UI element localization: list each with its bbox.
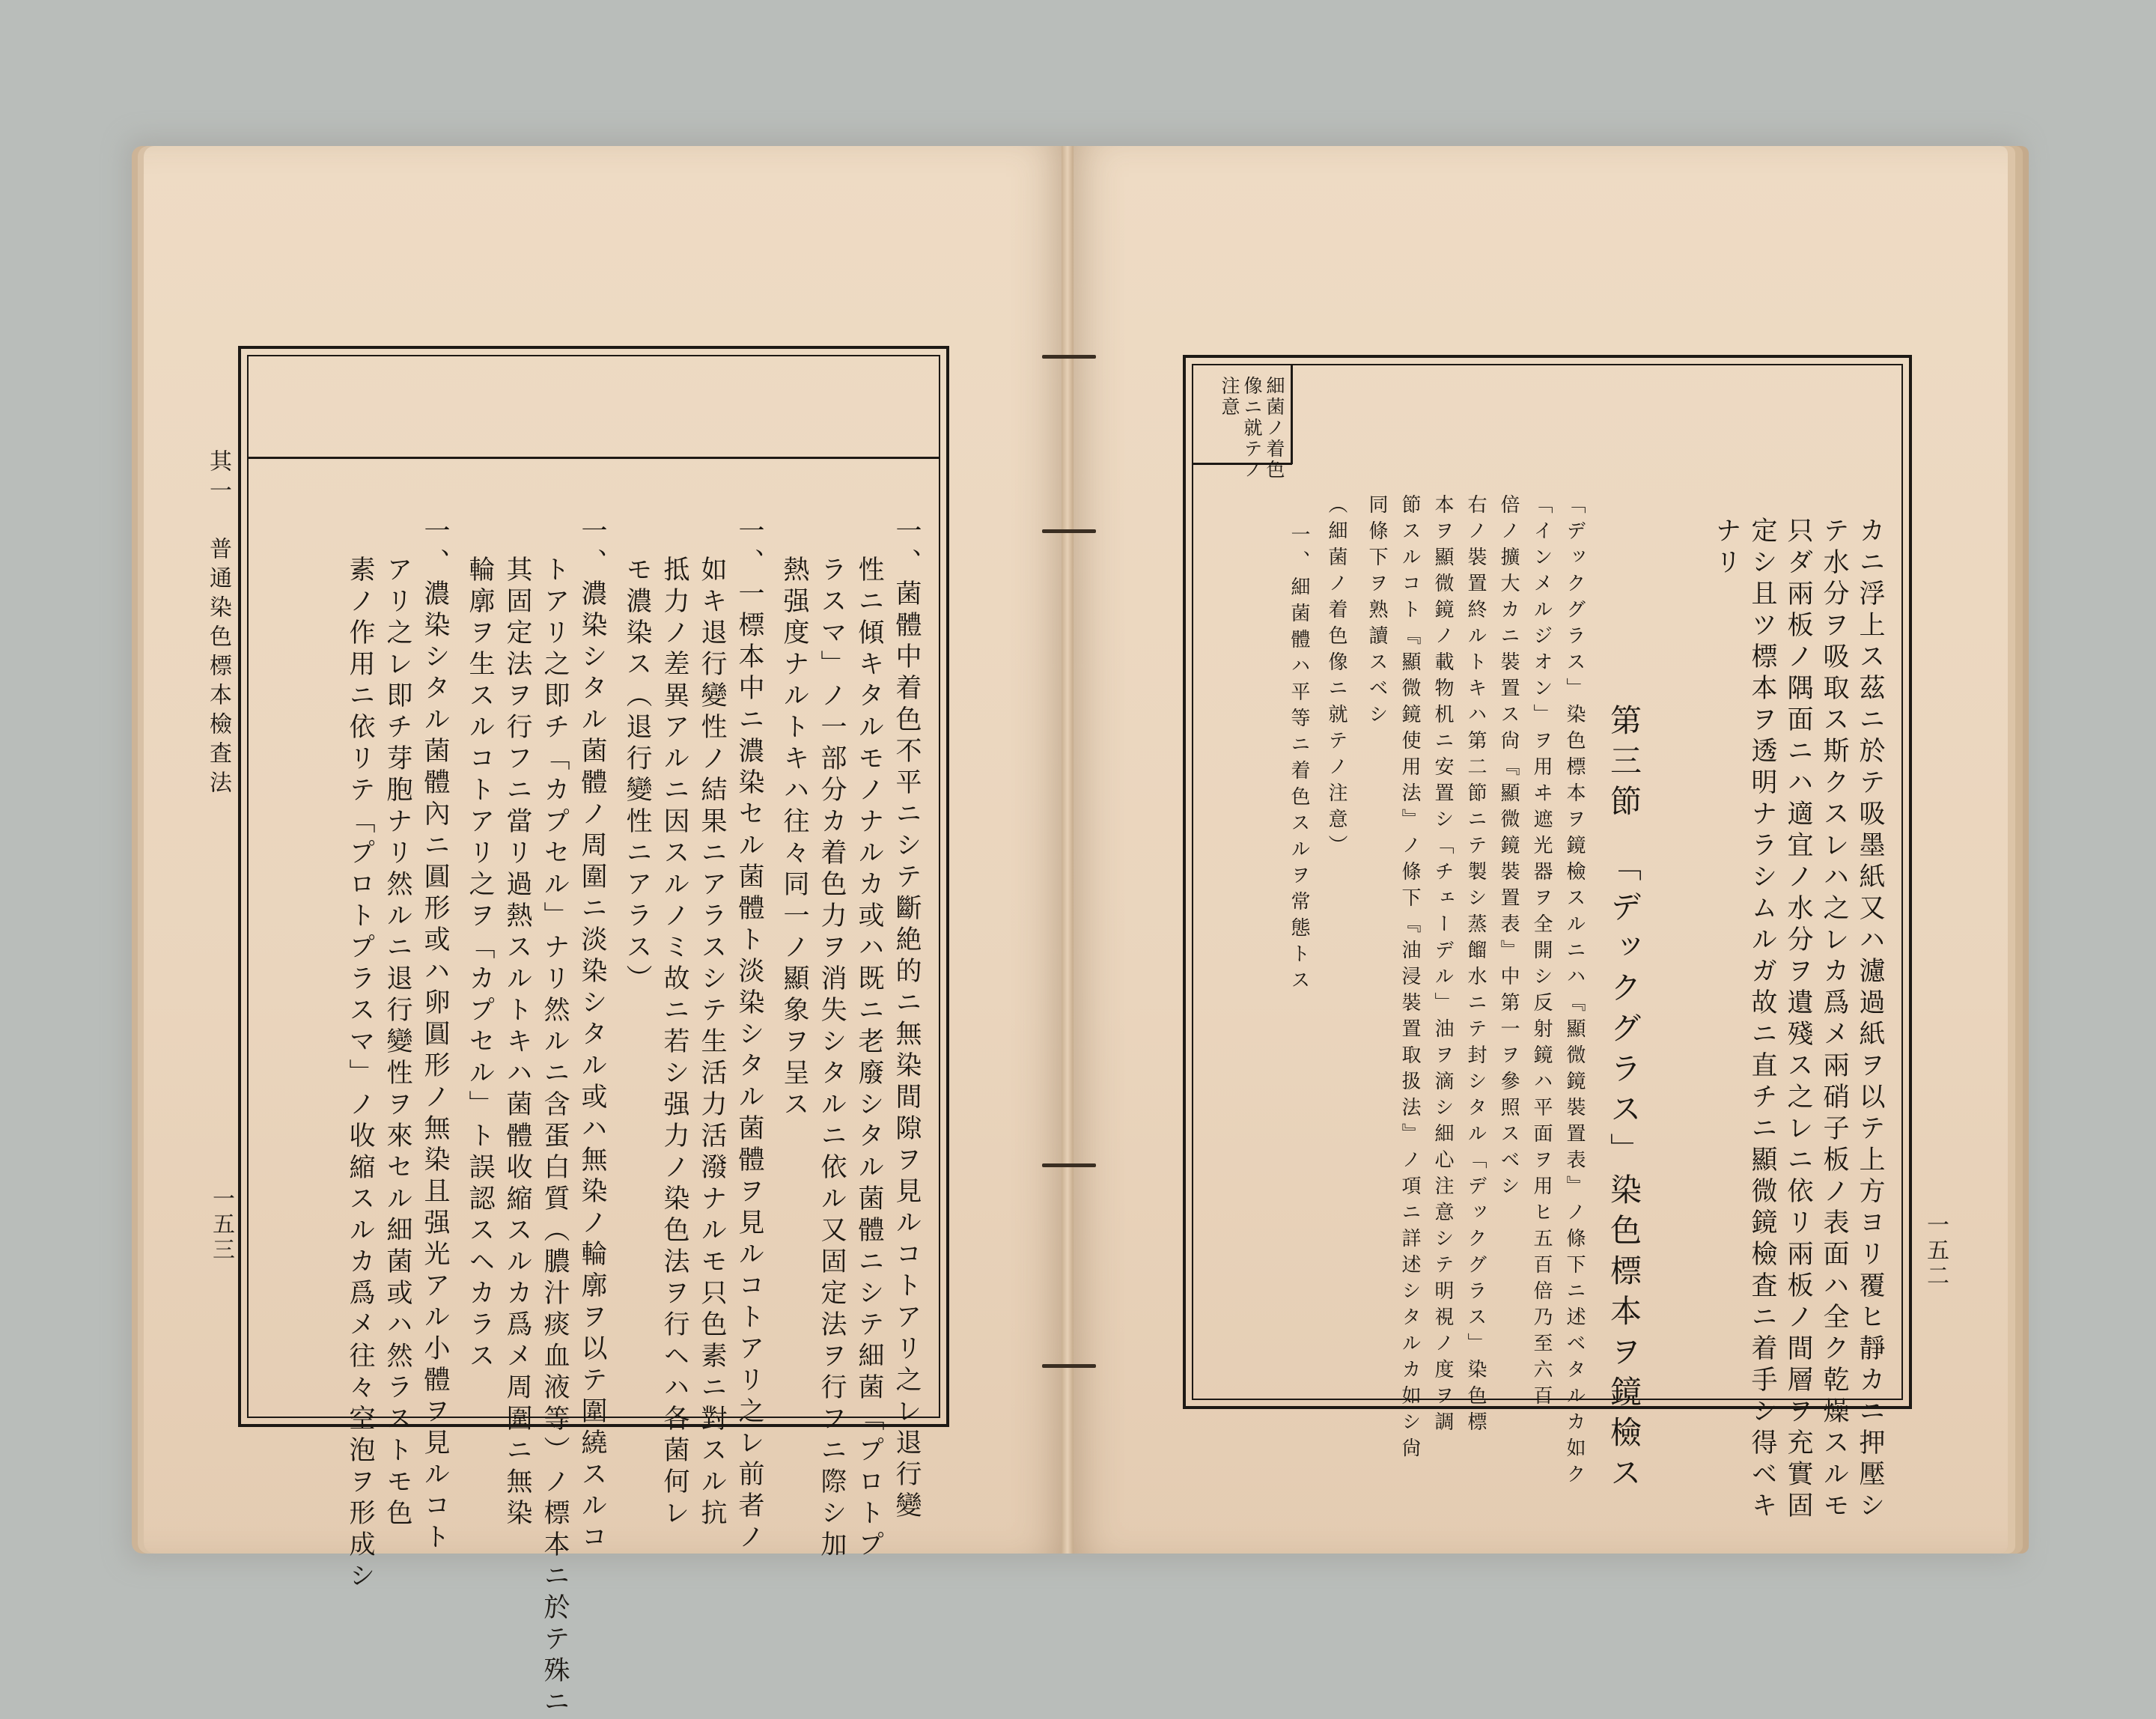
- binding-stitch: [1042, 1364, 1096, 1368]
- text-column: トアリ之即チ「カプセル」ナリ然ルニ含蛋白質（膿汁痰血液等）ノ標本ニ於テ殊ニ: [540, 556, 570, 1719]
- page-number-right: 一五二: [1922, 1213, 1949, 1289]
- text-column: 只ダ兩板ノ隅面ニハ適宜ノ水分ヲ遺殘ス之レニ依リ兩板ノ間層ヲ充實固: [1783, 517, 1813, 1523]
- text-column: 本ヲ顯微鏡ノ載物机ニ安置シ「チェーデル」油ヲ滴シ細心注意シテ明視ノ度ヲ調: [1431, 494, 1454, 1437]
- text-column: ラスマ」ノ一部分カ着色力ヲ消失シタルニ依ル又固定法ヲ行フニ際シ加: [817, 556, 847, 1562]
- side-note-line: 像ニ就テノ: [1241, 376, 1263, 481]
- text-column: カニ浮上ス茲ニ於テ吸墨紙又ハ濾過紙ヲ以テ上方ヨリ覆ヒ靜カニ押壓シ: [1855, 517, 1885, 1523]
- side-note-line: 注意: [1219, 376, 1240, 418]
- text-column: テ水分ヲ吸取ス斯クスレハ之レカ爲メ兩硝子板ノ表面ハ全ク乾燥スルモ: [1819, 517, 1849, 1523]
- text-column: 同條下ヲ熟讀スベシ: [1365, 494, 1388, 730]
- text-column: 定シ且ツ標本ヲ透明ナラシムルガ故ニ直チニ顯微鏡檢査ニ着手シ得ベキ: [1747, 517, 1777, 1523]
- binding-stitch: [1042, 1163, 1096, 1167]
- text-column: 其固定法ヲ行フニ當リ過熱スルトキハ菌體收縮スルカ爲メ周圍ニ無染: [502, 556, 532, 1530]
- subsection-heading: （細菌ノ着色像ニ就テノ注意）: [1325, 494, 1348, 861]
- side-note-line: 細菌ノ着色: [1264, 376, 1285, 481]
- page-number-left: 一五三: [208, 1187, 234, 1263]
- text-column: 一、濃染シタル菌體ノ周圍ニ淡染シタル或ハ無染ノ輪廓ヲ以テ圍繞スルコ: [577, 517, 607, 1554]
- text-column: 性ニ傾キタルモノナルカ或ハ既ニ老廢シタル菌體ニシテ細菌「プロトプ: [854, 556, 884, 1562]
- text-column: 抵力ノ差異アルニ因スルノミ故ニ若シ强力ノ染色法ヲ行ヘハ各菌何レ: [660, 556, 689, 1530]
- text-column: 一、一標本中ニ濃染セル菌體ト淡染シタル菌體ヲ見ルコトアリ之レ前者ノ: [734, 517, 764, 1554]
- text-column: アリ之レ即チ芽胞ナリ然ルニ退行變性ヲ來セル細菌或ハ然ラストモ色: [383, 556, 412, 1530]
- text-column: ナリ: [1711, 517, 1741, 579]
- left-header-rule: [249, 457, 939, 459]
- text-column: 一、菌體中着色不平ニシテ斷絶的ニ無染間隙ヲ見ルコトアリ之レ退行變: [892, 517, 922, 1523]
- text-column: 如キ退行變性ノ結果ニアラスシテ生活力活潑ナルモ只色素ニ對スル抗: [697, 556, 727, 1530]
- text-column: 素ノ作用ニ依リテ「プロトプラスマ」ノ收縮スルカ爲メ往々空泡ヲ形成シ: [345, 556, 375, 1593]
- running-head: 其一 普通染色標本檢査法: [205, 449, 231, 800]
- text-column: 熱强度ナルトキハ往々同一ノ顯象ヲ呈ス: [779, 556, 809, 1122]
- text-column: 倍ノ擴大カニ裝置ス尙『顯微鏡裝置表』中第一ヲ參照スベシ: [1497, 494, 1520, 1202]
- side-note-divider: [1291, 365, 1293, 464]
- binding-stitch: [1042, 529, 1096, 533]
- text-column: 節スルコト『顯微鏡使用法』ノ條下『油浸裝置取扱法』ノ項ニ詳述シタルカ如シ尙: [1398, 494, 1421, 1464]
- text-column: 一、濃染シタル菌體內ニ圓形或ハ卵圓形ノ無染且强光アル小體ヲ見ルコト: [420, 517, 450, 1554]
- text-column: 右ノ裝置終ルトキハ第二節ニテ製シ蒸餾水ニテ封シタル「デックグラス」染色標: [1464, 494, 1487, 1437]
- text-column: 輪廓ヲ生スルコトアリ之ヲ「カプセル」ト誤認スヘカラス: [465, 556, 495, 1373]
- text-column: 一、細菌體ハ平等ニ着色スルヲ常態トス: [1288, 524, 1310, 996]
- text-column: モ濃染ス（退行變性ニアラス）: [622, 556, 652, 996]
- text-column: 「インメルジオン」ヲ用ヰ遮光器ヲ全開シ反射鏡ハ平面ヲ用ヒ五百倍乃至六百: [1530, 494, 1553, 1411]
- section-heading: 第三節 「デックグラス」染色標本ヲ鏡檢ス: [1606, 704, 1642, 1497]
- text-column: 「デックグラス」染色標本ヲ鏡檢スルニハ『顯微鏡裝置表』ノ條下ニ述ベタルカ如ク: [1563, 494, 1586, 1490]
- binding-stitch: [1042, 355, 1096, 359]
